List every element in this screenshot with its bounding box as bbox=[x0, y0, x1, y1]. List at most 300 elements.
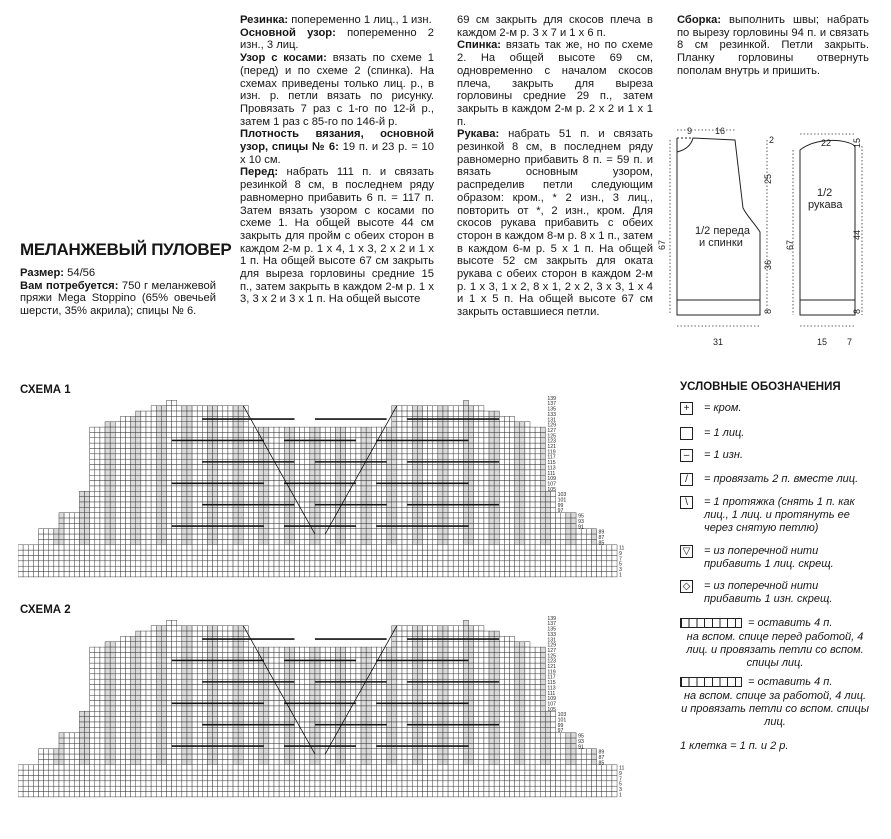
chart-cell bbox=[484, 674, 489, 679]
chart-cell bbox=[269, 743, 274, 748]
chart-cell bbox=[540, 566, 545, 571]
chart-cell bbox=[269, 470, 274, 475]
chart-cell bbox=[310, 685, 315, 690]
chart-cell bbox=[166, 711, 171, 716]
chart-cell bbox=[90, 690, 95, 695]
chart-cell bbox=[274, 727, 279, 732]
chart-cell bbox=[376, 561, 381, 566]
chart-cell bbox=[581, 534, 586, 539]
chart-cell bbox=[540, 497, 545, 502]
chart-cell bbox=[161, 572, 166, 577]
chart-cell bbox=[223, 550, 228, 555]
chart-cell bbox=[504, 679, 509, 684]
chart-cell bbox=[484, 727, 489, 732]
dim-right-25: 25 bbox=[763, 173, 773, 184]
chart-cell bbox=[182, 406, 187, 411]
chart-cell bbox=[325, 647, 330, 652]
chart-cell bbox=[49, 529, 54, 534]
chart-cell bbox=[525, 545, 530, 550]
page-title: МЕЛАНЖЕВЫЙ ПУЛОВЕР bbox=[20, 240, 232, 259]
chart-cell bbox=[223, 669, 228, 674]
chart-cell bbox=[422, 539, 427, 544]
chart-cell bbox=[443, 727, 448, 732]
chart-cell bbox=[279, 534, 284, 539]
chart-cell bbox=[151, 566, 156, 571]
chart-cell bbox=[274, 470, 279, 475]
chart-cell bbox=[248, 507, 253, 512]
chart-cell bbox=[161, 669, 166, 674]
chart-cell bbox=[213, 711, 218, 716]
chart-cell bbox=[177, 663, 182, 668]
chart-cell bbox=[335, 491, 340, 496]
chart-cell bbox=[115, 443, 120, 448]
chart-cell bbox=[346, 545, 351, 550]
chart-cell bbox=[136, 422, 141, 427]
chart-cell bbox=[264, 486, 269, 491]
chart-cell bbox=[197, 545, 202, 550]
chart-cell bbox=[346, 690, 351, 695]
chart-cell bbox=[146, 539, 151, 544]
chart-cell bbox=[545, 566, 550, 571]
chart-cell bbox=[161, 674, 166, 679]
chart-cell bbox=[85, 507, 90, 512]
chart-cell bbox=[248, 534, 253, 539]
chart-cell bbox=[382, 513, 387, 518]
chart-cell bbox=[448, 454, 453, 459]
chart-cell bbox=[550, 545, 555, 550]
chart-cell bbox=[448, 663, 453, 668]
chart-cell bbox=[392, 738, 397, 743]
chart-cell bbox=[233, 663, 238, 668]
chart-cell bbox=[494, 550, 499, 555]
chart-cell bbox=[161, 727, 166, 732]
chart-cell bbox=[351, 647, 356, 652]
chart-cell bbox=[238, 497, 243, 502]
chart-cell bbox=[105, 454, 110, 459]
chart-cell bbox=[428, 454, 433, 459]
chart-cell bbox=[166, 545, 171, 550]
chart-cell bbox=[166, 722, 171, 727]
chart-cell bbox=[233, 631, 238, 636]
chart-cell bbox=[443, 518, 448, 523]
chart-cell bbox=[351, 513, 356, 518]
chart-cell bbox=[530, 711, 535, 716]
chart-cell bbox=[315, 550, 320, 555]
chart-cell bbox=[494, 539, 499, 544]
chart-cell bbox=[294, 738, 299, 743]
chart-cell bbox=[218, 539, 223, 544]
chart-cell bbox=[59, 733, 64, 738]
chart-cell bbox=[95, 443, 100, 448]
chart-cell bbox=[438, 727, 443, 732]
chart-cell bbox=[325, 486, 330, 491]
chart-cell bbox=[141, 738, 146, 743]
chart-cell bbox=[228, 706, 233, 711]
chart-cell bbox=[484, 523, 489, 528]
chart-cell bbox=[228, 669, 233, 674]
chart-cell bbox=[499, 550, 504, 555]
chart-cell bbox=[279, 507, 284, 512]
chart-cell bbox=[305, 475, 310, 480]
chart-cell bbox=[238, 738, 243, 743]
chart-cell bbox=[504, 545, 509, 550]
chart-cell bbox=[192, 475, 197, 480]
chart-cell bbox=[520, 449, 525, 454]
chart-cell bbox=[146, 658, 151, 663]
chart-cell bbox=[510, 733, 515, 738]
chart-cell bbox=[428, 443, 433, 448]
chart-cell bbox=[397, 427, 402, 432]
chart-cell bbox=[294, 470, 299, 475]
chart-cell bbox=[510, 647, 515, 652]
chart-cell bbox=[376, 443, 381, 448]
chart-cell bbox=[330, 706, 335, 711]
chart-cell bbox=[136, 491, 141, 496]
chart-cell bbox=[448, 518, 453, 523]
chart-cell bbox=[510, 652, 515, 657]
chart-cell bbox=[310, 679, 315, 684]
chart-cell bbox=[417, 566, 422, 571]
row-number: 129 bbox=[547, 422, 557, 429]
chart-cell bbox=[238, 465, 243, 470]
chart-cell bbox=[540, 513, 545, 518]
chart-cell bbox=[356, 566, 361, 571]
chart-cell bbox=[161, 695, 166, 700]
chart-cell bbox=[161, 631, 166, 636]
chart-cell bbox=[494, 631, 499, 636]
chart-cell bbox=[254, 685, 259, 690]
chart-cell bbox=[484, 481, 489, 486]
chart-cell bbox=[79, 497, 84, 502]
chart-cell bbox=[213, 572, 218, 577]
chart-cell bbox=[351, 674, 356, 679]
chart-cell bbox=[341, 507, 346, 512]
chart-cell bbox=[453, 674, 458, 679]
chart-cell bbox=[417, 717, 422, 722]
chart-cell bbox=[607, 545, 612, 550]
chart-cell bbox=[187, 502, 192, 507]
chart-cell bbox=[95, 454, 100, 459]
chart-cell bbox=[28, 572, 33, 577]
chart-cell bbox=[49, 545, 54, 550]
chart-cell bbox=[453, 572, 458, 577]
chart-cell bbox=[382, 711, 387, 716]
chart-cell bbox=[510, 701, 515, 706]
chart-cell bbox=[428, 518, 433, 523]
chart-cell bbox=[146, 523, 151, 528]
chart-cell bbox=[207, 550, 212, 555]
chart-cell bbox=[361, 743, 366, 748]
chart-cell bbox=[407, 561, 412, 566]
chart-cell bbox=[305, 539, 310, 544]
chart-cell bbox=[412, 534, 417, 539]
chart-cell bbox=[213, 690, 218, 695]
chart-cell bbox=[166, 432, 171, 437]
chart-cell bbox=[79, 529, 84, 534]
chart-cell bbox=[69, 534, 74, 539]
chart-cell bbox=[366, 491, 371, 496]
chart-cell bbox=[141, 690, 146, 695]
sleeve-outline bbox=[800, 140, 855, 315]
chart-cell bbox=[38, 561, 43, 566]
chart-cell bbox=[248, 545, 253, 550]
chart-cell bbox=[387, 427, 392, 432]
chart-cell bbox=[382, 497, 387, 502]
chart-cell bbox=[479, 523, 484, 528]
chart-cell bbox=[525, 529, 530, 534]
chart-cell bbox=[320, 475, 325, 480]
chart-cell bbox=[95, 449, 100, 454]
chart-cell bbox=[105, 438, 110, 443]
chart-cell bbox=[504, 743, 509, 748]
chart-cell bbox=[166, 738, 171, 743]
chart-cell bbox=[356, 738, 361, 743]
chart-cell bbox=[110, 475, 115, 480]
chart-cell bbox=[422, 706, 427, 711]
chart-cell bbox=[274, 539, 279, 544]
chart-cell bbox=[479, 626, 484, 631]
chart-cell bbox=[417, 663, 422, 668]
chart-cell bbox=[156, 502, 161, 507]
chart-cell bbox=[443, 669, 448, 674]
chart-cell bbox=[535, 695, 540, 700]
chart-cell bbox=[166, 636, 171, 641]
chart-cell bbox=[494, 701, 499, 706]
chart-cell bbox=[361, 695, 366, 700]
chart-cell bbox=[494, 497, 499, 502]
chart-cell bbox=[453, 545, 458, 550]
chart-cell bbox=[382, 534, 387, 539]
chart-cell bbox=[540, 679, 545, 684]
chart-cell bbox=[228, 529, 233, 534]
chart-cell bbox=[85, 572, 90, 577]
chart-cell bbox=[33, 545, 38, 550]
chart-cell bbox=[422, 669, 427, 674]
chart-cell bbox=[254, 566, 259, 571]
chart-cell bbox=[156, 470, 161, 475]
chart-cell bbox=[530, 443, 535, 448]
chart-cell bbox=[259, 727, 264, 732]
chart-cell bbox=[305, 459, 310, 464]
chart-cell bbox=[105, 663, 110, 668]
chart-cell bbox=[182, 459, 187, 464]
chart-cell bbox=[494, 561, 499, 566]
chart-cell bbox=[356, 497, 361, 502]
chart-cell bbox=[510, 465, 515, 470]
chart-cell bbox=[120, 475, 125, 480]
chart-cell bbox=[131, 432, 136, 437]
chart-cell bbox=[95, 717, 100, 722]
chart-cell bbox=[79, 572, 84, 577]
chart-cell bbox=[489, 706, 494, 711]
chart-cell bbox=[392, 529, 397, 534]
chart-cell bbox=[105, 502, 110, 507]
chart-cell bbox=[561, 550, 566, 555]
chart-cell bbox=[540, 572, 545, 577]
chart-cell bbox=[494, 432, 499, 437]
chart-cell bbox=[448, 486, 453, 491]
chart-cell bbox=[228, 454, 233, 459]
chart-cell bbox=[264, 497, 269, 502]
chart-cell bbox=[33, 556, 38, 561]
chart-cell bbox=[540, 685, 545, 690]
chart-cell bbox=[161, 556, 166, 561]
chart-cell bbox=[120, 566, 125, 571]
chart-cell bbox=[305, 502, 310, 507]
chart-cell bbox=[248, 497, 253, 502]
chart-cell bbox=[525, 432, 530, 437]
chart-cell bbox=[126, 481, 131, 486]
chart-cell bbox=[161, 422, 166, 427]
chart-cell bbox=[515, 513, 520, 518]
chart-cell bbox=[218, 497, 223, 502]
chart-cell bbox=[213, 566, 218, 571]
chart-cell bbox=[428, 422, 433, 427]
chart-cell bbox=[146, 534, 151, 539]
chart-cell bbox=[387, 717, 392, 722]
chart-cell bbox=[458, 669, 463, 674]
chart-cell bbox=[85, 497, 90, 502]
chart-cell bbox=[504, 481, 509, 486]
chart-cell bbox=[489, 690, 494, 695]
chart-cell bbox=[515, 701, 520, 706]
chart-cell bbox=[346, 738, 351, 743]
chart-cell bbox=[479, 711, 484, 716]
chart-cell bbox=[156, 733, 161, 738]
chart-cell bbox=[126, 669, 131, 674]
chart-cell bbox=[264, 743, 269, 748]
chart-cell bbox=[105, 561, 110, 566]
chart-cell bbox=[207, 663, 212, 668]
chart-cell bbox=[274, 647, 279, 652]
chart-cell bbox=[484, 507, 489, 512]
chart-cell bbox=[207, 486, 212, 491]
chart-cell bbox=[182, 711, 187, 716]
chart-cell bbox=[146, 674, 151, 679]
chart-cell bbox=[458, 733, 463, 738]
chart-cell bbox=[166, 561, 171, 566]
chart-cell bbox=[310, 486, 315, 491]
chart-cell bbox=[520, 561, 525, 566]
chart-cell bbox=[141, 422, 146, 427]
chart-cell bbox=[213, 727, 218, 732]
chart-cell bbox=[310, 722, 315, 727]
sleeve-dim-bottom-left: 15 bbox=[817, 337, 828, 347]
chart-cell bbox=[126, 497, 131, 502]
chart-cell bbox=[535, 523, 540, 528]
chart-cell bbox=[463, 717, 468, 722]
chart-cell bbox=[197, 733, 202, 738]
chart-cell bbox=[566, 534, 571, 539]
chart-cell bbox=[269, 566, 274, 571]
chart-cell bbox=[371, 465, 376, 470]
chart-cell bbox=[494, 470, 499, 475]
chart-cell bbox=[74, 523, 79, 528]
chart-cell bbox=[166, 539, 171, 544]
chart-cell bbox=[397, 507, 402, 512]
chart-cell bbox=[95, 529, 100, 534]
chart-cell bbox=[69, 539, 74, 544]
chart-cell bbox=[192, 406, 197, 411]
chart-cell bbox=[264, 465, 269, 470]
chart-cell bbox=[228, 475, 233, 480]
chart-cell bbox=[238, 411, 243, 416]
chart-cell bbox=[248, 486, 253, 491]
chart-cell bbox=[540, 652, 545, 657]
chart-cell bbox=[417, 642, 422, 647]
chart-cell bbox=[289, 432, 294, 437]
chart-cell bbox=[100, 486, 105, 491]
chart-cell bbox=[438, 695, 443, 700]
chart-cell bbox=[100, 701, 105, 706]
chart-cell bbox=[95, 561, 100, 566]
chart-cell bbox=[192, 674, 197, 679]
chart-cell bbox=[95, 743, 100, 748]
chart-cell bbox=[269, 658, 274, 663]
chart-cell bbox=[156, 679, 161, 684]
chart-cell bbox=[197, 556, 202, 561]
chart-cell bbox=[469, 706, 474, 711]
chart-cell bbox=[115, 733, 120, 738]
chart-cell bbox=[520, 701, 525, 706]
chart-cell bbox=[243, 566, 248, 571]
chart-cell bbox=[550, 738, 555, 743]
chart-cell bbox=[571, 738, 576, 743]
chart-cell bbox=[105, 470, 110, 475]
chart-cell bbox=[515, 475, 520, 480]
chart-cell bbox=[392, 733, 397, 738]
chart-cell bbox=[141, 497, 146, 502]
chart-cell bbox=[248, 706, 253, 711]
chart-cell bbox=[443, 470, 448, 475]
chart-cell bbox=[510, 572, 515, 577]
chart-cell bbox=[105, 465, 110, 470]
chart-cell bbox=[151, 690, 156, 695]
chart-cell bbox=[510, 674, 515, 679]
chart-cell bbox=[315, 475, 320, 480]
chart-cell bbox=[238, 507, 243, 512]
chart-cell bbox=[161, 502, 166, 507]
chart-cell bbox=[346, 550, 351, 555]
chart-cell bbox=[402, 722, 407, 727]
chart-cell bbox=[79, 727, 84, 732]
chart-cell bbox=[197, 502, 202, 507]
chart-cell bbox=[38, 534, 43, 539]
chart-cell bbox=[525, 513, 530, 518]
chart-cell bbox=[192, 539, 197, 544]
chart-cell bbox=[356, 523, 361, 528]
chart-cell bbox=[489, 507, 494, 512]
chart-cell bbox=[458, 454, 463, 459]
chart-cell bbox=[238, 443, 243, 448]
chart-cell bbox=[151, 411, 156, 416]
chart-cell bbox=[172, 663, 177, 668]
chart-cell bbox=[448, 727, 453, 732]
chart-cell bbox=[207, 406, 212, 411]
chart-cell bbox=[376, 486, 381, 491]
chart-cell bbox=[69, 523, 74, 528]
chart-cell bbox=[182, 507, 187, 512]
chart-cell bbox=[207, 738, 212, 743]
chart-cell bbox=[335, 738, 340, 743]
chart-cell bbox=[453, 566, 458, 571]
chart-cell bbox=[310, 711, 315, 716]
chart-cell bbox=[90, 701, 95, 706]
chart-cell bbox=[90, 470, 95, 475]
chart-cell bbox=[341, 486, 346, 491]
chart-cell bbox=[494, 513, 499, 518]
col3-paragraph bbox=[677, 14, 869, 78]
